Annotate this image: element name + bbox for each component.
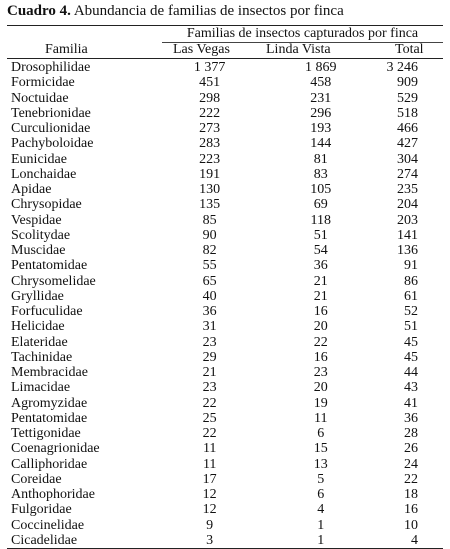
cell-linda-vista: 54 — [313, 243, 328, 258]
cell-familia: Coenagrionidae — [11, 441, 100, 457]
cell-las-vegas: 23 — [202, 334, 217, 350]
table-row — [7, 533, 443, 548]
cell-linda-vista: 16 — [313, 349, 328, 365]
cell-linda-vista: 11 — [313, 410, 328, 426]
cell-familia: Anthophoridae — [11, 487, 95, 502]
cell-total: 203 — [397, 212, 418, 228]
cell-total: 136 — [397, 243, 418, 258]
cell-linda-vista: 193 — [310, 121, 332, 136]
cell-linda-vista: 296 — [310, 105, 332, 121]
header-familia: Familia — [45, 42, 88, 57]
cell-familia: Coreidae — [11, 471, 62, 487]
cell-total: 44 — [404, 365, 418, 380]
cell-linda-vista: 81 — [313, 151, 328, 167]
cell-familia: Noctuidae — [11, 90, 69, 106]
cell-total: 466 — [397, 121, 418, 136]
cell-linda-vista: 69 — [313, 197, 328, 213]
cell-total: 86 — [404, 273, 418, 289]
cell-linda-vista: 105 — [310, 182, 332, 197]
cell-las-vegas: 55 — [202, 258, 217, 274]
cell-linda-vista: 13 — [313, 456, 328, 472]
cell-total: 91 — [404, 258, 418, 274]
cell-linda-vista: 5 — [317, 471, 325, 487]
cell-las-vegas: 1 377 — [193, 60, 226, 75]
cell-linda-vista: 6 — [317, 487, 325, 502]
cell-total: 10 — [404, 517, 418, 533]
cell-linda-vista: 51 — [313, 227, 328, 243]
header-total: Total — [395, 42, 424, 57]
cell-total: 45 — [404, 334, 418, 350]
cell-total: 51 — [404, 319, 418, 335]
table-row — [7, 182, 443, 197]
cell-las-vegas: 3 — [206, 532, 214, 548]
cell-total: 41 — [404, 395, 418, 411]
cell-familia: Elateridae — [11, 334, 68, 350]
cell-las-vegas: 11 — [202, 441, 217, 457]
cell-las-vegas: 29 — [202, 349, 217, 365]
cell-total: 45 — [404, 349, 418, 365]
cell-familia: Helicidae — [11, 319, 65, 335]
caption-label: Cuadro 4. — [7, 3, 71, 19]
cell-total: 4 — [411, 532, 418, 548]
cell-total: 26 — [404, 441, 418, 457]
cell-familia: Tachinidae — [11, 349, 73, 365]
cell-las-vegas: 40 — [202, 288, 217, 304]
cell-total: 22 — [404, 471, 418, 487]
table-row — [7, 60, 443, 75]
cell-familia: Tettigonidae — [11, 426, 81, 441]
cell-familia: Chrysopidae — [11, 197, 82, 213]
cell-linda-vista: 4 — [317, 502, 325, 518]
cell-familia: Curculionidae — [11, 121, 91, 136]
table-row — [7, 350, 443, 365]
cell-total: 235 — [397, 182, 418, 197]
cell-familia: Eunicidae — [11, 151, 67, 167]
cell-linda-vista: 16 — [313, 304, 328, 319]
cell-total: 36 — [404, 410, 418, 426]
cell-las-vegas: 17 — [202, 471, 217, 487]
table-row — [7, 228, 443, 243]
table-row — [7, 487, 443, 502]
cell-las-vegas: 90 — [202, 227, 217, 243]
cell-total: 204 — [397, 197, 418, 213]
cell-total: 274 — [397, 166, 418, 182]
table-row — [7, 502, 443, 517]
cell-las-vegas: 130 — [199, 182, 221, 197]
table-row — [7, 121, 443, 136]
cell-las-vegas: 11 — [202, 456, 217, 472]
cell-las-vegas: 31 — [202, 319, 217, 335]
cell-linda-vista: 19 — [313, 395, 328, 411]
cell-las-vegas: 65 — [202, 273, 217, 289]
cell-familia: Drosophilidae — [11, 60, 91, 75]
cell-linda-vista: 144 — [310, 136, 332, 152]
table-row — [7, 91, 443, 106]
table-row — [7, 258, 443, 273]
cell-familia: Forfuculidae — [11, 304, 83, 319]
cell-total: 304 — [397, 151, 418, 167]
cell-linda-vista: 23 — [313, 365, 328, 380]
cell-total: 427 — [397, 136, 418, 152]
table-row — [7, 457, 443, 472]
table-row — [7, 243, 443, 258]
cell-familia: Gryllidae — [11, 288, 64, 304]
cell-linda-vista: 231 — [310, 90, 332, 106]
table-row — [7, 426, 443, 441]
cell-total: 43 — [404, 380, 418, 396]
cell-linda-vista: 36 — [313, 258, 328, 274]
cell-las-vegas: 451 — [199, 75, 221, 91]
cell-linda-vista: 1 — [317, 532, 325, 548]
table-row — [7, 365, 443, 380]
cell-familia: Fulgoridae — [11, 502, 72, 518]
table-row — [7, 106, 443, 121]
cell-familia: Pentatomidae — [11, 410, 88, 426]
table-row — [7, 213, 443, 228]
cell-las-vegas: 298 — [199, 90, 221, 106]
cell-las-vegas: 191 — [199, 166, 221, 182]
cell-las-vegas: 9 — [206, 517, 214, 533]
cell-linda-vista: 20 — [313, 319, 328, 335]
cell-familia: Coccinelidae — [11, 517, 85, 533]
table-row — [7, 518, 443, 533]
cell-total: 24 — [404, 456, 418, 472]
cell-familia: Apidae — [11, 182, 52, 197]
table-row — [7, 167, 443, 182]
cell-las-vegas: 36 — [202, 304, 217, 319]
cell-linda-vista: 118 — [310, 212, 331, 228]
header-linda-vista: Linda Vista — [266, 42, 331, 57]
cell-familia: Vespidae — [11, 212, 62, 228]
cell-familia: Scolitydae — [11, 227, 71, 243]
cell-familia: Tenebrionidae — [11, 105, 91, 121]
cell-familia: Pentatomidae — [11, 258, 88, 274]
header-las-vegas: Las Vegas — [173, 42, 230, 57]
cell-total: 3 246 — [386, 60, 418, 75]
table-row — [7, 75, 443, 90]
table-caption — [7, 3, 344, 20]
table-row — [7, 411, 443, 426]
cell-linda-vista: 1 — [317, 517, 325, 533]
cell-familia: Muscidae — [11, 243, 66, 258]
cell-linda-vista: 1 869 — [304, 60, 337, 75]
cell-total: 52 — [404, 304, 418, 319]
table-row — [7, 380, 443, 395]
cell-familia: Agromyzidae — [11, 395, 88, 411]
table-row — [7, 136, 443, 151]
table-row — [7, 396, 443, 411]
cell-total: 518 — [397, 105, 418, 121]
cell-las-vegas: 222 — [199, 105, 221, 121]
cell-total: 16 — [404, 502, 418, 518]
caption-text: Abundancia de familias de insectos por finca — [70, 3, 344, 19]
cell-las-vegas: 135 — [199, 197, 221, 213]
cell-familia: Cicadelidae — [11, 532, 78, 548]
cell-las-vegas: 82 — [202, 243, 217, 258]
cell-las-vegas: 23 — [202, 380, 217, 396]
table-row — [7, 197, 443, 212]
data-table-body — [7, 60, 443, 548]
cell-las-vegas: 22 — [202, 426, 217, 441]
cell-linda-vista: 21 — [313, 288, 328, 304]
table-row — [7, 289, 443, 304]
cell-linda-vista: 21 — [313, 273, 328, 289]
table-row — [7, 335, 443, 350]
cell-linda-vista: 22 — [313, 334, 328, 350]
data-table — [7, 60, 443, 548]
cell-las-vegas: 85 — [202, 212, 217, 228]
cell-total: 18 — [404, 487, 418, 502]
cell-las-vegas: 21 — [202, 365, 217, 380]
cell-total: 141 — [397, 227, 418, 243]
table-row — [7, 441, 443, 456]
cell-familia: Lonchaidae — [11, 166, 77, 182]
table-row — [7, 472, 443, 487]
cell-familia: Formicidae — [11, 75, 75, 91]
table-row — [7, 304, 443, 319]
table-row — [7, 319, 443, 334]
cell-linda-vista: 15 — [313, 441, 328, 457]
cell-las-vegas: 22 — [202, 395, 217, 411]
cell-las-vegas: 273 — [199, 121, 221, 136]
cell-familia: Membracidae — [11, 365, 88, 380]
cell-las-vegas: 223 — [199, 151, 221, 167]
cell-linda-vista: 83 — [313, 166, 328, 182]
cell-linda-vista: 20 — [313, 380, 328, 396]
cell-familia: Limacidae — [11, 380, 71, 396]
cell-familia: Pachyboloidae — [11, 136, 94, 152]
cell-total: 529 — [397, 90, 418, 106]
column-group-header: Familias de insectos capturados por finca — [186, 26, 419, 41]
cell-total: 909 — [397, 75, 418, 91]
cell-total: 61 — [404, 288, 418, 304]
cell-total: 28 — [404, 426, 418, 441]
cell-las-vegas: 12 — [202, 487, 217, 502]
cell-familia: Chrysomelidae — [11, 273, 96, 289]
cell-las-vegas: 25 — [202, 410, 217, 426]
table-row — [7, 274, 443, 289]
cell-familia: Calliphoridae — [11, 456, 88, 472]
cell-linda-vista: 6 — [317, 426, 325, 441]
table-row — [7, 152, 443, 167]
header-rule — [7, 58, 443, 59]
cell-linda-vista: 458 — [310, 75, 332, 91]
cell-las-vegas: 12 — [202, 502, 217, 518]
cell-las-vegas: 283 — [199, 136, 221, 152]
